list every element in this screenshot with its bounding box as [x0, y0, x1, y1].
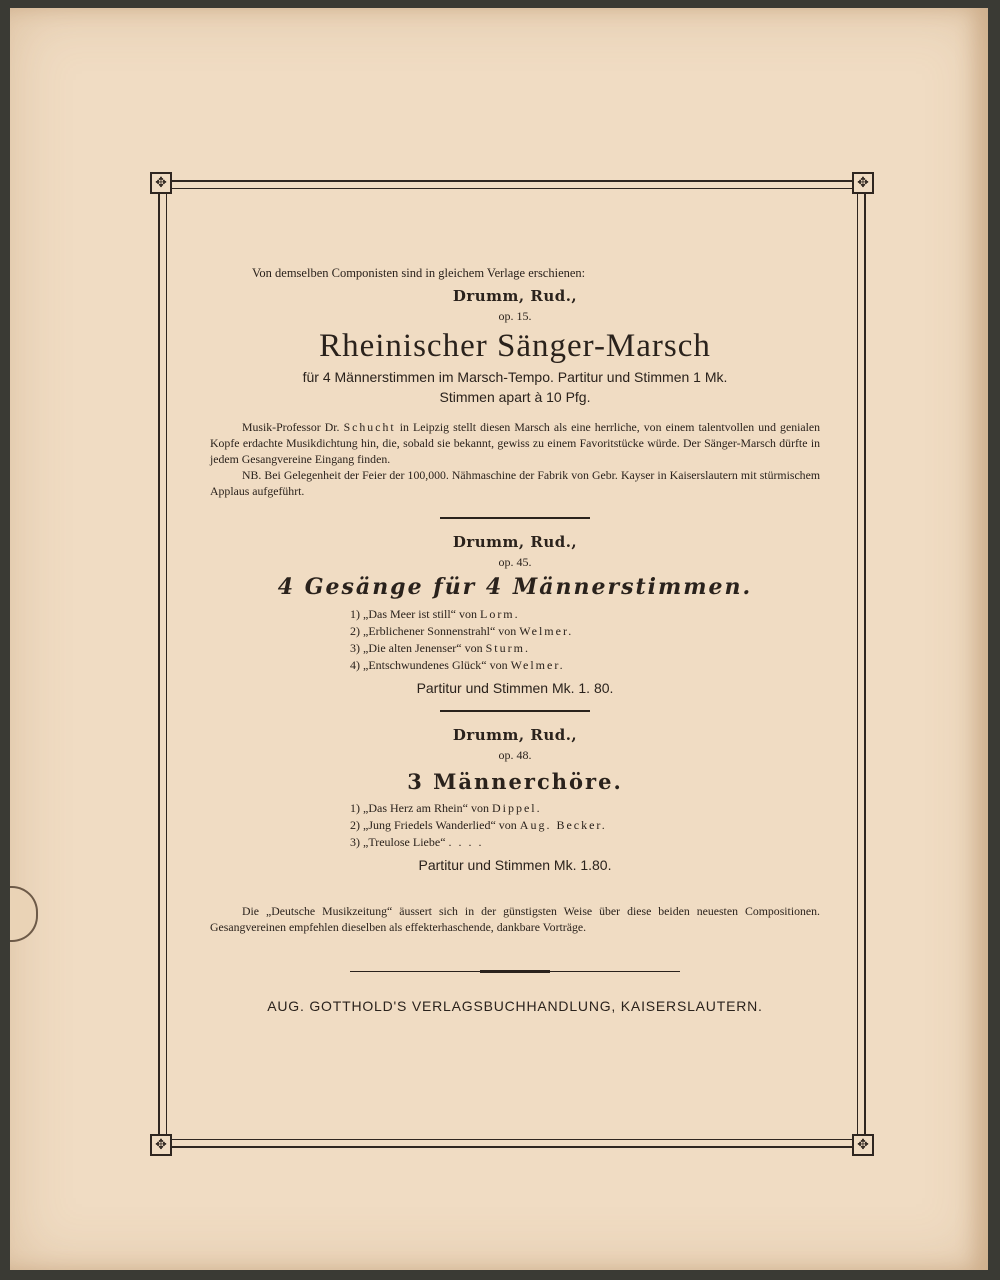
publisher-imprint: AUG. GOTTHOLD'S VERLAGSBUCHHANDLUNG, KAISERSLAUTERN. [267, 998, 763, 1014]
section-divider [440, 517, 590, 519]
corner-ornament-icon: ✥ [150, 1134, 172, 1156]
corner-ornament-icon: ✥ [852, 1134, 874, 1156]
work2-author: Drumm, Rud., [452, 533, 578, 551]
intro-line: Von demselben Componisten sind in gleichem Verlage erschienen: [252, 266, 586, 280]
corner-ornament-icon: ✥ [852, 172, 874, 194]
work2-opus: op. 45. [498, 555, 532, 569]
work1-author: Drumm, Rud., [452, 287, 578, 305]
work3-title: 3 Männerchöre. [407, 769, 623, 794]
page-edge-tab [10, 886, 38, 942]
work2-title: 4 Gesänge für 4 Männerstimmen. [277, 574, 753, 600]
work1-opus: op. 15. [498, 309, 532, 323]
ornamental-divider [350, 971, 680, 972]
list-item: 1) „Das Meer ist still“ von Lorm. [350, 607, 520, 621]
document-page [10, 8, 988, 1270]
list-item: 2) „Erblichener Sonnenstrahl“ von Welmer. [350, 624, 574, 638]
list-item: 1) „Das Herz am Rhein“ von Dippel. [350, 801, 542, 815]
review-text: in Leipzig stellt diesen Marsch als eine herrliche, von einem talentvollen und genialen Kopfe erdachte Musikdichtung hin, die, sobald sie bekannt, gewiss zu einem Favoritstücke würde. Der Sänger-Marsch dürfte in jedem Gesangvereine Eingang finden. [210, 420, 821, 466]
work1-nb: NB. Bei Gelegenheit der Feier der 100,000. Nähmaschine der Fabrik von Gebr. Kayser in Kaiserslautern mit stürmischem Applaus aufgeführt. [210, 468, 820, 498]
work3-author: Drumm, Rud., [452, 726, 578, 744]
work1-title: Rheinischer Sänger-Marsch [319, 328, 711, 364]
corner-ornament-icon: ✥ [150, 172, 172, 194]
work3-opus: op. 48. [498, 748, 532, 762]
review-intro: Musik-Professor Dr. [242, 420, 340, 434]
work1-subtitle: für 4 Männerstimmen im Marsch-Tempo. Partitur und Stimmen 1 Mk. [302, 369, 728, 385]
list-item: 3) „Die alten Jenenser“ von Sturm. [350, 641, 530, 655]
section-divider [440, 710, 590, 712]
work2-price: Partitur und Stimmen Mk. 1. 80. [416, 680, 614, 696]
work3-price: Partitur und Stimmen Mk. 1.80. [418, 857, 612, 873]
work1-subtitle-price: Stimmen apart à 10 Pfg. [439, 389, 591, 405]
notice-text: Die „Deutsche Musikzeitung“ äussert sich in der günstigsten Weise über diese beiden neuesten Compositionen. Gesangvereinen empfehlen dieselben als effekterhaschende, dankbare Vorträge. [210, 904, 820, 934]
work1-review [210, 419, 820, 499]
advertisement-content [210, 258, 820, 1014]
list-item: 3) „Treulose Liebe“ . . . . [350, 835, 484, 849]
review-name: Schucht [343, 420, 396, 434]
list-item: 2) „Jung Friedels Wanderlied“ von Aug. Becker. [350, 818, 607, 832]
list-item: 4) „Entschwundenes Glück“ von Welmer. [350, 658, 565, 672]
work3-song-list [350, 800, 820, 851]
notice-paragraph [210, 903, 820, 935]
work2-song-list [350, 606, 820, 674]
